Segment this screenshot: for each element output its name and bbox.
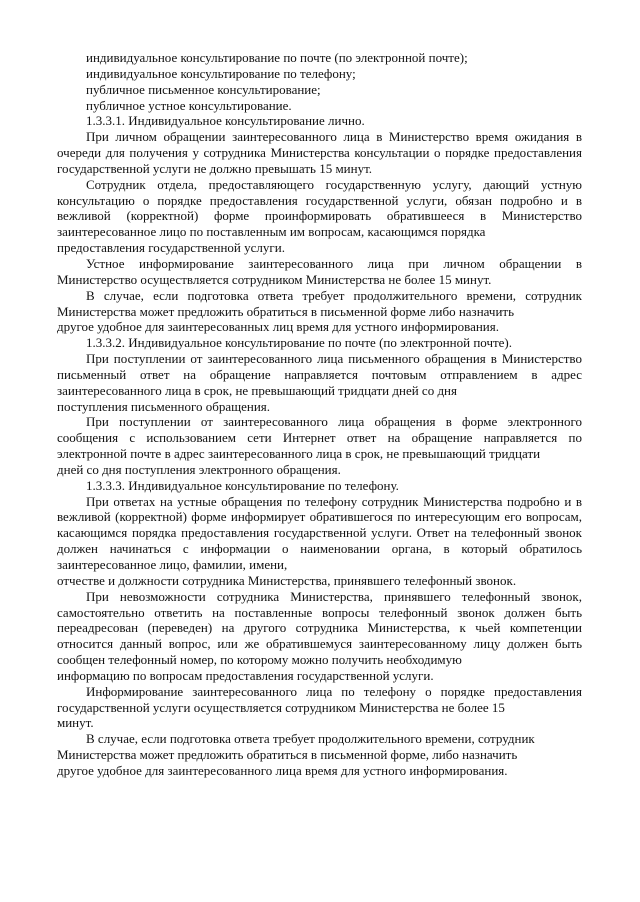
document-page <box>57 50 582 779</box>
list-item-phone: индивидуальное консультирование по телефону; <box>86 65 356 81</box>
paragraph-long-answer-phone: В случае, если подготовка ответа требует продолжительного времени, сотрудник Министерства может предложить обратиться в письменной форме, либо назначить другое удобное для заинтересованного лица время для устного информирования. <box>57 731 535 778</box>
paragraph-phone-duration: Информирование заинтересованного лица по телефону о порядке предоставления государственной услуги осуществляется сотрудником Министерства не более 15 минут. <box>57 683 582 731</box>
paragraph-written-answer: При поступлении от заинтересованного лица письменного обращения в Министерство письменный ответ на обращение направляется почтовым отправлением в адрес заинтересованного лица в срок, не превышающий тридцати дней со дня поступления письменного обращения. <box>57 351 582 414</box>
paragraph-phone-answers: При ответах на устные обращения по телефону сотрудник Министерства подробно и в вежливой (корректной) форме информирует обратившегося по интересующим его вопросам, касающимся порядка предоставления государственной услуги. Ответ на телефонный звонок должен начинаться с информации о наименовании органа, в который обратилось заинтересованное лицо, фамилии, имени, отчестве и должности сотрудника Министерства, принявшего телефонный звонок. <box>57 493 582 588</box>
paragraph-electronic-answer: При поступлении от заинтересованного лица обращения в форме электронного сообщения с использованием сети Интернет ответ на обращение направляется по электронной почте в адрес заинтересованного лица в срок, не превышающий тридцати дней со дня поступления электронного обращения. <box>57 414 582 477</box>
list-item-public-written: публичное письменное консультирование; <box>86 81 321 97</box>
paragraph-waiting-time: При личном обращении заинтересованного лица в Министерство время ожидания в очереди для получения у сотрудника Министерства консультации о порядке предоставления государственной услуги не должно превышать 15 минут. <box>57 129 582 176</box>
paragraph-oral-consultation-duty: Сотрудник отдела, предоставляющего государственную услугу, дающий устную консультацию о порядке предоставления государственной услуги, обязан подробно и в вежливой (корректной) форме проинформировать обратившееся в Министерство заинтересованное лицо по поставленным им вопросам, касающимся порядка предоставления государственной услуги. <box>57 176 582 256</box>
section-heading-1-3-3-3: 1.3.3.3. Индивидуальное консультирование по телефону. <box>86 477 399 493</box>
paragraph-phone-redirect: При невозможности сотрудника Министерства, принявшего телефонный звонок, самостоятельно ответить на поставленные вопросы телефонный звонок должен быть переадресован (переведен) на другого сотрудника Министерства, к чьей компетенции относится данный вопрос, или же обратившемуся заинтересованному лицу должен быть сообщен телефонный номер, по которому можно получить необходимую информацию по вопросам предоставления государственной услуги. <box>57 588 582 683</box>
paragraph-oral-info-duration: Устное информирование заинтересованного лица при личном обращении в Министерство осуществляется сотрудником Министерства не более 15 минут. <box>57 255 582 287</box>
section-heading-1-3-3-1: 1.3.3.1. Индивидуальное консультирование лично. <box>86 113 365 129</box>
list-item-public-oral: публичное устное консультирование. <box>86 97 292 113</box>
paragraph-long-answer-personal: В случае, если подготовка ответа требует продолжительного времени, сотрудник Министерства может предложить обратиться в письменной форме либо назначить другое удобное для заинтересованных лиц время для устного информирования. <box>57 287 582 335</box>
section-heading-1-3-3-2: 1.3.3.2. Индивидуальное консультирование по почте (по электронной почте). <box>86 335 513 351</box>
list-item-email: индивидуальное консультирование по почте (по электронной почте); <box>86 50 468 65</box>
